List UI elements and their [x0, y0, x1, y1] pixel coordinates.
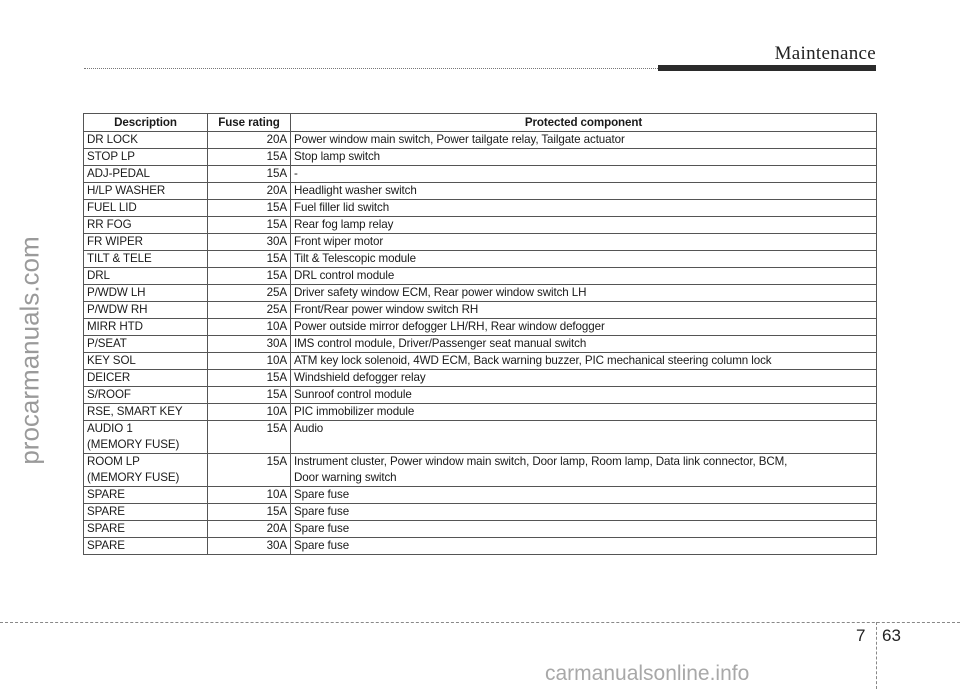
fuse-description-line: SPARE [87, 505, 125, 518]
page-number: 63 [882, 626, 901, 645]
protected-component-line: DRL control module [294, 269, 395, 282]
protected-component-line: Spare fuse [294, 505, 350, 518]
fuse-rating: 10A [208, 353, 291, 370]
fuse-rating: 15A [208, 149, 291, 166]
fuse-rating: 10A [208, 319, 291, 336]
section-title: Maintenance [774, 43, 876, 64]
fuse-rating: 30A [208, 336, 291, 353]
fuse-description-line: DRL [87, 269, 110, 282]
fuse-rating: 15A [208, 200, 291, 217]
fuse-rating: 25A [208, 285, 291, 302]
footer-dashed-rule [0, 622, 960, 623]
table-row [84, 538, 877, 555]
protected-component [291, 166, 877, 183]
table-row [84, 521, 877, 538]
fuse-description-line: STOP LP [87, 150, 135, 163]
table-header-row [84, 114, 877, 132]
table-row [84, 200, 877, 217]
fuse-description [84, 336, 208, 353]
protected-component [291, 421, 877, 454]
fuse-description [84, 521, 208, 538]
table-row [84, 370, 877, 387]
fuse-description-line: KEY SOL [87, 354, 136, 367]
fuse-description [84, 421, 208, 454]
protected-component-line: Audio [294, 422, 324, 435]
header-fuse-rating: Fuse rating [208, 114, 291, 132]
fuse-description [84, 132, 208, 149]
fuse-rating: 15A [208, 251, 291, 268]
header-description: Description [84, 114, 208, 132]
table-row [84, 487, 877, 504]
protected-component [291, 251, 877, 268]
fuse-description-line: TILT & TELE [87, 252, 152, 265]
fuse-rating: 20A [208, 521, 291, 538]
fuse-rating: 10A [208, 404, 291, 421]
fuse-description-line: AUDIO 1 [87, 422, 133, 435]
fuse-description-line: RSE, SMART KEY [87, 405, 183, 418]
fuse-description [84, 268, 208, 285]
fuse-description-line: MIRR HTD [87, 320, 143, 333]
protected-component-line: Power outside mirror defogger LH/RH, Rear window defogger [294, 320, 605, 333]
table-row [84, 149, 877, 166]
protected-component [291, 149, 877, 166]
fuse-description-line: P/SEAT [87, 337, 127, 350]
table-row [84, 387, 877, 404]
fuse-table [83, 113, 877, 555]
fuse-description-line: ROOM LP [87, 455, 140, 468]
header-dotted-rule [84, 68, 662, 69]
protected-component-line: IMS control module, Driver/Passenger seat manual switch [294, 337, 587, 350]
fuse-rating: 15A [208, 166, 291, 183]
fuse-description-line: ADJ-PEDAL [87, 167, 150, 180]
table-row [84, 285, 877, 302]
fuse-description [84, 166, 208, 183]
protected-component [291, 234, 877, 251]
protected-component [291, 387, 877, 404]
protected-component-line: Front wiper motor [294, 235, 384, 248]
section-number: 7 [856, 626, 866, 645]
table-row [84, 353, 877, 370]
fuse-description [84, 149, 208, 166]
protected-component [291, 454, 877, 487]
fuse-description-line: SPARE [87, 539, 125, 552]
protected-component-line: Spare fuse [294, 539, 350, 552]
fuse-description-line: FR WIPER [87, 235, 143, 248]
protected-component [291, 538, 877, 555]
fuse-description-line: S/ROOF [87, 388, 131, 401]
fuse-rating: 30A [208, 538, 291, 555]
fuse-description [84, 404, 208, 421]
fuse-description [84, 387, 208, 404]
protected-component [291, 504, 877, 521]
protected-component-line: - [294, 167, 298, 180]
fuse-description-line: DEICER [87, 371, 131, 384]
fuse-description-line: SPARE [87, 522, 125, 535]
fuse-description [84, 353, 208, 370]
fuse-description [84, 234, 208, 251]
table-row [84, 504, 877, 521]
protected-component-line: Driver safety window ECM, Rear power window switch LH [294, 286, 587, 299]
protected-component [291, 217, 877, 234]
fuse-description [84, 319, 208, 336]
protected-component-line: ATM key lock solenoid, 4WD ECM, Back warning buzzer, PIC mechanical steering column lock [294, 354, 772, 367]
protected-component [291, 183, 877, 200]
fuse-rating: 20A [208, 132, 291, 149]
protected-component [291, 268, 877, 285]
table-row [84, 404, 877, 421]
header-protected-component: Protected component [291, 114, 877, 132]
protected-component [291, 370, 877, 387]
table-row [84, 454, 877, 487]
fuse-description-line: H/LP WASHER [87, 184, 166, 197]
protected-component-line: Tilt & Telescopic module [294, 252, 416, 265]
protected-component-line: Spare fuse [294, 488, 350, 501]
fuse-rating: 15A [208, 421, 291, 454]
protected-component [291, 285, 877, 302]
protected-component-line: Windshield defogger relay [294, 371, 426, 384]
protected-component-line: Front/Rear power window switch RH [294, 303, 479, 316]
fuse-rating: 20A [208, 183, 291, 200]
fuse-description [84, 251, 208, 268]
header-bar [658, 65, 876, 71]
protected-component [291, 302, 877, 319]
fuse-description-line: SPARE [87, 488, 125, 501]
fuse-rating: 15A [208, 217, 291, 234]
fuse-description-line: (MEMORY FUSE) [87, 438, 180, 451]
fuse-description [84, 370, 208, 387]
fuse-description-line: (MEMORY FUSE) [87, 471, 180, 484]
fuse-description-line: RR FOG [87, 218, 132, 231]
table-row [84, 251, 877, 268]
fuse-description [84, 504, 208, 521]
protected-component-line: Fuel filler lid switch [294, 201, 390, 214]
protected-component [291, 404, 877, 421]
table-row [84, 183, 877, 200]
fuse-rating: 15A [208, 370, 291, 387]
table-row [84, 302, 877, 319]
protected-component-line: Instrument cluster, Power window main switch, Door lamp, Room lamp, Data link connector, BCM, [294, 455, 788, 468]
protected-component [291, 353, 877, 370]
table-row [84, 217, 877, 234]
fuse-rating: 15A [208, 268, 291, 285]
table-row [84, 336, 877, 353]
protected-component-line: Rear fog lamp relay [294, 218, 394, 231]
fuse-rating: 15A [208, 387, 291, 404]
fuse-rating: 15A [208, 504, 291, 521]
table-row [84, 319, 877, 336]
protected-component-line: PIC immobilizer module [294, 405, 415, 418]
table-row [84, 268, 877, 285]
protected-component-line: Headlight washer switch [294, 184, 417, 197]
fuse-description [84, 183, 208, 200]
fuse-description [84, 538, 208, 555]
footer-vertical-rule [876, 622, 877, 689]
fuse-description [84, 454, 208, 487]
protected-component-line: Power window main switch, Power tailgate relay, Tailgate actuator [294, 133, 625, 146]
fuse-description [84, 285, 208, 302]
bottom-watermark: carmanualsonline.info [545, 662, 750, 685]
protected-component [291, 487, 877, 504]
fuse-description-line: DR LOCK [87, 133, 138, 146]
fuse-rating: 10A [208, 487, 291, 504]
protected-component-line: Spare fuse [294, 522, 350, 535]
fuse-rating: 25A [208, 302, 291, 319]
table-row [84, 166, 877, 183]
protected-component [291, 132, 877, 149]
table-row [84, 421, 877, 454]
fuse-description-line: P/WDW RH [87, 303, 148, 316]
fuse-description [84, 217, 208, 234]
table-row [84, 234, 877, 251]
protected-component [291, 200, 877, 217]
fuse-rating: 30A [208, 234, 291, 251]
fuse-description-line: FUEL LID [87, 201, 137, 214]
protected-component [291, 336, 877, 353]
fuse-description-line: P/WDW LH [87, 286, 146, 299]
protected-component [291, 521, 877, 538]
side-watermark: procarmanuals.com [14, 236, 45, 465]
fuse-description [84, 302, 208, 319]
protected-component-line: Stop lamp switch [294, 150, 381, 163]
fuse-description [84, 487, 208, 504]
table-row [84, 132, 877, 149]
protected-component-line: Sunroof control module [294, 388, 412, 401]
fuse-table-body [84, 132, 877, 555]
fuse-rating: 15A [208, 454, 291, 487]
protected-component-line: Door warning switch [294, 471, 397, 484]
protected-component [291, 319, 877, 336]
fuse-description [84, 200, 208, 217]
